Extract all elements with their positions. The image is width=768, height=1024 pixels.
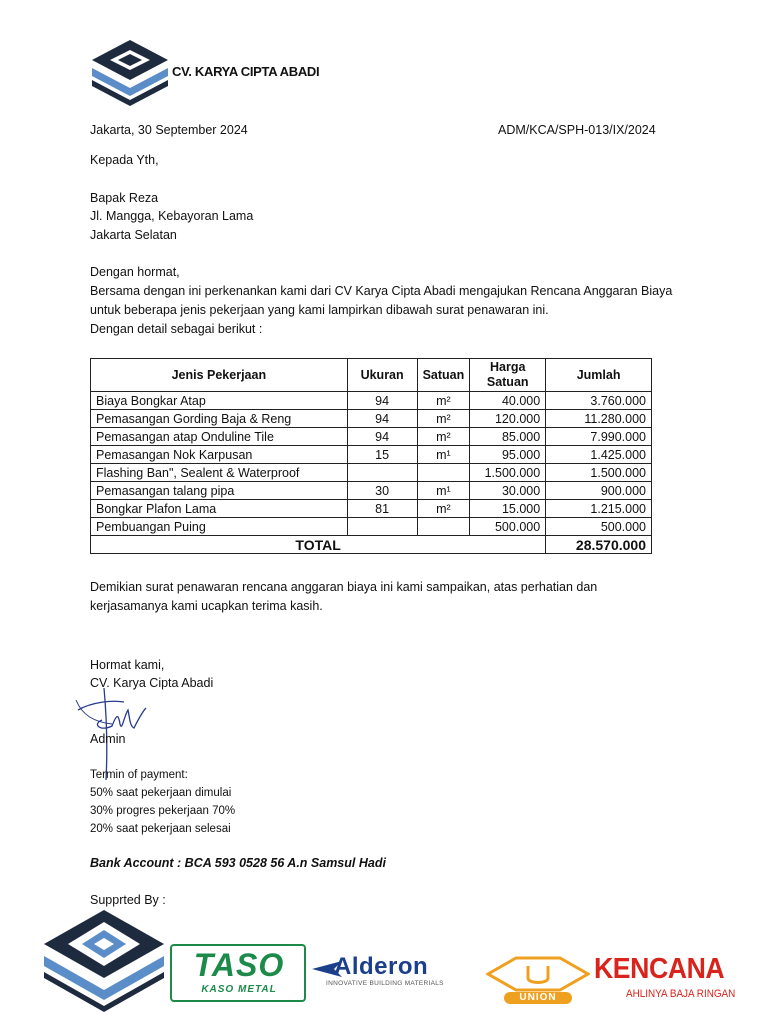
cell-size: 15 xyxy=(347,446,417,464)
kencana-sub: AHLINYA BAJA RINGAN xyxy=(626,988,736,1000)
cell-job: Pemasangan Gording Baja & Reng xyxy=(91,410,348,428)
table-row xyxy=(91,410,652,428)
payment-term: 30% progres pekerjaan 70% xyxy=(90,805,236,817)
header-amount: Jumlah xyxy=(546,359,652,392)
recipient-address-2: Jakarta Selatan xyxy=(90,228,177,242)
cell-price: 95.000 xyxy=(470,446,546,464)
intro-line-3: Dengan detail sebagai berikut : xyxy=(90,322,263,336)
payment-title: Termin of payment: xyxy=(90,769,188,781)
table-row xyxy=(91,446,652,464)
cell-unit: m² xyxy=(417,500,470,518)
table-row xyxy=(91,518,652,536)
sponsor-kca-logo xyxy=(40,908,168,1012)
table-row xyxy=(91,482,652,500)
cell-amount: 1.215.000 xyxy=(546,500,652,518)
header-unit-price: Harga Satuan xyxy=(470,359,546,392)
bank-account: Bank Account : BCA 593 0528 56 A.n Samsul Hadi xyxy=(90,856,386,870)
quote-table xyxy=(90,358,652,554)
cell-job: Flashing Ban", Sealent & Waterproof xyxy=(91,464,348,482)
cell-unit: m² xyxy=(417,392,470,410)
cell-amount: 500.000 xyxy=(546,518,652,536)
closing-line-2: kerjasamanya kami ucapkan terima kasih. xyxy=(90,599,323,613)
kencana-name: KENCANA xyxy=(594,953,725,985)
cell-price: 15.000 xyxy=(470,500,546,518)
cell-job: Pemasangan talang pipa xyxy=(91,482,348,500)
cell-amount: 3.760.000 xyxy=(546,392,652,410)
header-size: Ukuran xyxy=(347,359,417,392)
total-value: 28.570.000 xyxy=(546,536,652,554)
company-logo-icon xyxy=(90,38,170,106)
cell-unit: m¹ xyxy=(417,446,470,464)
alderon-name: Alderon xyxy=(334,953,429,980)
total-label: TOTAL xyxy=(91,536,546,554)
header-job: Jenis Pekerjaan xyxy=(91,359,348,392)
table-row xyxy=(91,428,652,446)
to-label: Kepada Yth, xyxy=(90,153,159,167)
table-total-row xyxy=(91,536,652,554)
cell-amount: 1.425.000 xyxy=(546,446,652,464)
table-row xyxy=(91,500,652,518)
cell-size: 81 xyxy=(347,500,417,518)
company-logo xyxy=(90,38,170,106)
cell-size: 94 xyxy=(347,410,417,428)
cell-amount: 11.280.000 xyxy=(546,410,652,428)
payment-term: 50% saat pekerjaan dimulai xyxy=(90,787,232,799)
cell-price: 1.500.000 xyxy=(470,464,546,482)
cell-job: Pemasangan Nok Karpusan xyxy=(91,446,348,464)
table-row xyxy=(91,464,652,482)
cell-size xyxy=(347,464,417,482)
union-name: UNION xyxy=(504,992,572,1004)
recipient-name: Bapak Reza xyxy=(90,191,159,205)
cell-price: 40.000 xyxy=(470,392,546,410)
union-mark-icon xyxy=(486,956,590,992)
cell-size: 94 xyxy=(347,428,417,446)
cell-size xyxy=(347,518,417,536)
cell-job: Pemasangan atap Onduline Tile xyxy=(91,428,348,446)
sponsor-taso-logo xyxy=(170,944,306,1000)
cell-amount: 900.000 xyxy=(546,482,652,500)
taso-sub: KASO METAL xyxy=(201,984,277,995)
cell-job: Pembuangan Puing xyxy=(91,518,348,536)
company-name: CV. KARYA CIPTA ABADI xyxy=(172,64,320,79)
regards: Hormat kami, xyxy=(90,658,165,672)
cell-size: 30 xyxy=(347,482,417,500)
cell-unit xyxy=(417,464,470,482)
payment-term: 20% saat pekerjaan selesai xyxy=(90,823,231,835)
taso-name: TASO xyxy=(193,947,285,983)
sponsor-kencana-logo xyxy=(594,952,744,1010)
intro-line-1: Bersama dengan ini perkenankan kami dari CV Karya Cipta Abadi mengajukan Rencana Anggaran Biaya xyxy=(90,284,673,298)
sponsor-union-logo xyxy=(486,956,590,1006)
cell-unit: m¹ xyxy=(417,482,470,500)
cell-size: 94 xyxy=(347,392,417,410)
cell-unit: m² xyxy=(417,428,470,446)
supported-by-label: Supprted By : xyxy=(90,893,166,907)
greeting: Dengan hormat, xyxy=(90,265,180,279)
sponsor-alderon-logo xyxy=(312,955,484,995)
intro-line-2: untuk beberapa jenis pekerjaan yang kami lampirkan dibawah surat penawaran ini. xyxy=(90,303,549,317)
cell-unit xyxy=(417,518,470,536)
cell-amount: 7.990.000 xyxy=(546,428,652,446)
cell-unit: m² xyxy=(417,410,470,428)
cell-price: 120.000 xyxy=(470,410,546,428)
closing-line-1: Demikian surat penawaran rencana anggaran biaya ini kami sampaikan, atas perhatian dan xyxy=(90,580,598,594)
alderon-sub: INNOVATIVE BUILDING MATERIALS xyxy=(326,980,444,987)
cell-job: Bongkar Plafon Lama xyxy=(91,500,348,518)
table-row xyxy=(91,392,652,410)
recipient-address-1: Jl. Mangga, Kebayoran Lama xyxy=(90,209,254,223)
table-header-row xyxy=(91,359,652,392)
cell-price: 500.000 xyxy=(470,518,546,536)
cell-price: 30.000 xyxy=(470,482,546,500)
cell-job: Biaya Bongkar Atap xyxy=(91,392,348,410)
place-date: Jakarta, 30 September 2024 xyxy=(90,123,248,137)
header-unit: Satuan xyxy=(417,359,470,392)
signer-name: Admin xyxy=(90,732,126,746)
reference-number: ADM/KCA/SPH-013/IX/2024 xyxy=(498,123,656,137)
signature-company: CV. Karya Cipta Abadi xyxy=(90,676,214,690)
cell-price: 85.000 xyxy=(470,428,546,446)
cell-amount: 1.500.000 xyxy=(546,464,652,482)
